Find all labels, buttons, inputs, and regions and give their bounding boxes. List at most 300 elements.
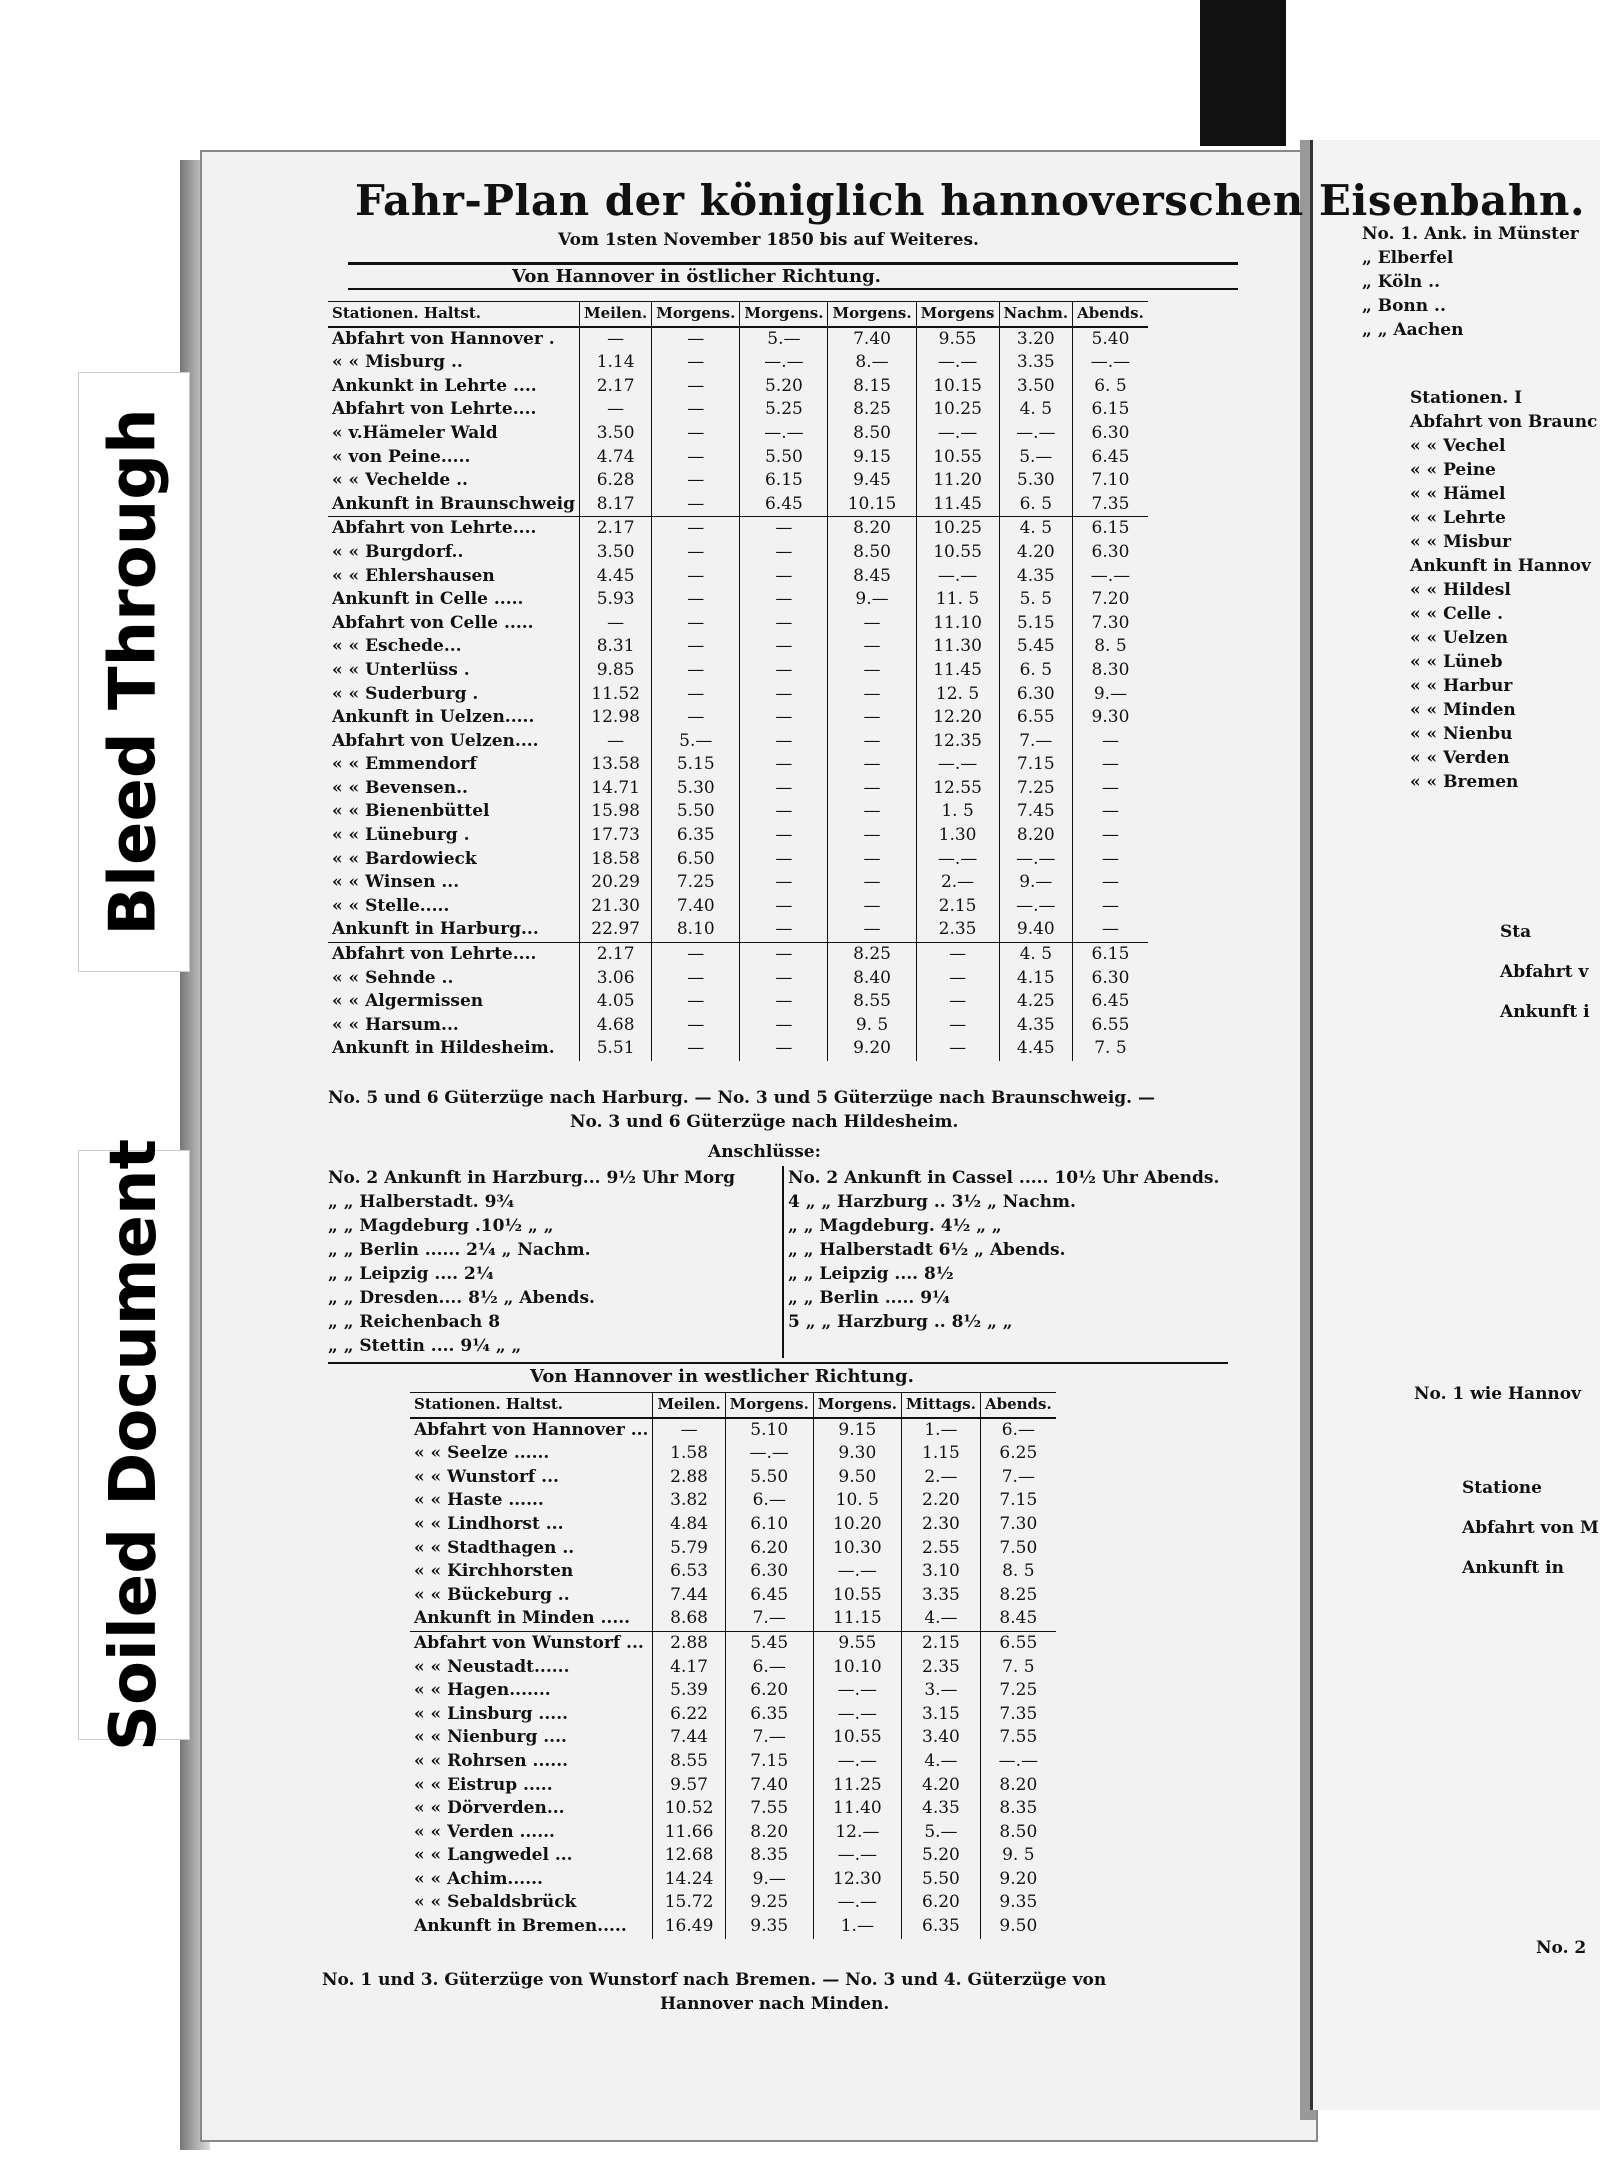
table-cell: 11.45 xyxy=(916,493,999,517)
table-cell: 5.50 xyxy=(652,800,740,824)
table-cell: 6. 5 xyxy=(1073,375,1148,399)
table-cell: 16.49 xyxy=(653,1915,725,1939)
connection-line: „ „ Reichenbach 8 xyxy=(328,1312,501,1332)
table-cell: 2.30 xyxy=(901,1513,980,1537)
connection-line: „ „ Stettin .... 9¼ „ „ xyxy=(328,1336,522,1356)
right-page-line: « « Minden xyxy=(1410,700,1516,720)
table-cell: 20.29 xyxy=(580,871,652,895)
table-cell: 7.44 xyxy=(653,1726,725,1750)
table-cell: 2.88 xyxy=(653,1631,725,1655)
table-row xyxy=(410,1418,1056,1443)
soiled-document-label xyxy=(78,1138,190,1752)
table-cell: 2.17 xyxy=(580,517,652,541)
right-page-line: « « Verden xyxy=(1410,748,1510,768)
station-name: « « Seelze ...... xyxy=(414,1443,550,1464)
table-cell: 5.— xyxy=(652,730,740,754)
table-cell: — xyxy=(828,824,916,848)
table-cell: — xyxy=(652,706,740,730)
table-row xyxy=(328,943,1148,967)
table-cell: 6.55 xyxy=(1073,1014,1148,1038)
right-page-line: Abfahrt v xyxy=(1500,962,1589,982)
table-cell: 3.50 xyxy=(580,541,652,565)
table-cell: —.— xyxy=(916,351,999,375)
table-cell: 11.30 xyxy=(916,635,999,659)
table-cell: 6.35 xyxy=(725,1703,813,1727)
title-rule xyxy=(348,262,1238,265)
table-cell: 9.15 xyxy=(813,1418,901,1443)
table-cell: 2.— xyxy=(901,1466,980,1490)
table-cell: — xyxy=(652,493,740,517)
table-cell: 6.20 xyxy=(901,1891,980,1915)
table-cell: 7.15 xyxy=(980,1489,1055,1513)
connections-left xyxy=(328,1166,735,1358)
table-cell: 9.— xyxy=(828,588,916,612)
right-page-line: „ Köln .. xyxy=(1362,272,1441,292)
table-cell: — xyxy=(740,517,828,541)
right-page-block-1 xyxy=(1410,386,1597,794)
table-cell: 7.55 xyxy=(725,1797,813,1821)
table-row xyxy=(410,1868,1056,1892)
table-cell: — xyxy=(828,635,916,659)
table-cell: 4. 5 xyxy=(999,943,1073,967)
table-row xyxy=(328,398,1148,422)
east-column-header: Morgens xyxy=(916,302,999,327)
table-cell: 5.— xyxy=(999,446,1073,470)
table-cell: 8.50 xyxy=(828,422,916,446)
west-timetable xyxy=(410,1392,1056,1939)
table-cell: 7.55 xyxy=(980,1726,1055,1750)
table-cell: 5.20 xyxy=(740,375,828,399)
table-cell: 8.20 xyxy=(999,824,1073,848)
table-cell: 4.35 xyxy=(999,1014,1073,1038)
table-cell: 8.20 xyxy=(725,1821,813,1845)
table-cell: — xyxy=(740,895,828,919)
table-cell: — xyxy=(1073,777,1148,801)
right-page-line: « « Vechel xyxy=(1410,436,1506,456)
table-cell: — xyxy=(828,800,916,824)
station-name: « « Stadthagen .. xyxy=(414,1537,575,1558)
table-cell: 7. 5 xyxy=(1073,1037,1148,1061)
table-cell: 9.55 xyxy=(813,1631,901,1655)
table-cell: — xyxy=(916,990,999,1014)
station-name: « « Bevensen.. xyxy=(332,777,468,798)
table-cell: 9.50 xyxy=(980,1915,1055,1939)
table-cell: 4.68 xyxy=(580,1014,652,1038)
table-cell: — xyxy=(740,1014,828,1038)
table-cell: 12.20 xyxy=(916,706,999,730)
right-page-line: « « Peine xyxy=(1410,460,1496,480)
table-cell: 14.24 xyxy=(653,1868,725,1892)
table-cell: 8.31 xyxy=(580,635,652,659)
connection-line: „ „ Leipzig .... 2¼ xyxy=(328,1264,494,1284)
west-column-header: Morgens. xyxy=(725,1393,813,1418)
table-cell: — xyxy=(740,967,828,991)
table-cell: —.— xyxy=(725,1442,813,1466)
west-header-row xyxy=(410,1393,1056,1418)
table-cell: — xyxy=(652,612,740,636)
table-cell: 8.68 xyxy=(653,1607,725,1631)
table-cell: 8.40 xyxy=(828,967,916,991)
station-name: Ankunft in Minden ..... xyxy=(414,1608,631,1629)
table-cell: — xyxy=(740,871,828,895)
table-cell: — xyxy=(828,777,916,801)
table-row xyxy=(410,1489,1056,1513)
table-cell: 2.35 xyxy=(901,1656,980,1680)
table-cell: 9.35 xyxy=(725,1915,813,1939)
table-cell: — xyxy=(652,351,740,375)
connection-line: No. 2 Ankunft in Cassel ..... 10½ Uhr Abends. xyxy=(788,1168,1220,1188)
table-cell: 4.45 xyxy=(999,1037,1073,1061)
table-row xyxy=(328,469,1148,493)
table-cell: 6.30 xyxy=(1073,967,1148,991)
table-row xyxy=(328,351,1148,375)
table-cell: —.— xyxy=(1073,565,1148,589)
table-cell: 8.55 xyxy=(653,1750,725,1774)
east-column-header: Abends. xyxy=(1073,302,1148,327)
table-cell: 3.15 xyxy=(901,1703,980,1727)
table-cell: 7.50 xyxy=(980,1537,1055,1561)
table-cell: 5.50 xyxy=(740,446,828,470)
table-cell: — xyxy=(740,659,828,683)
table-cell: 3.40 xyxy=(901,1726,980,1750)
table-cell: 4.15 xyxy=(999,967,1073,991)
table-cell: —.— xyxy=(916,422,999,446)
table-cell: 11.45 xyxy=(916,659,999,683)
bleed-through-label xyxy=(78,372,190,972)
station-name: « « Algermissen xyxy=(332,991,484,1012)
table-cell: —.— xyxy=(813,1891,901,1915)
table-cell: 3.20 xyxy=(999,327,1073,352)
table-cell: 9.55 xyxy=(916,327,999,352)
table-cell: — xyxy=(652,635,740,659)
table-cell: —.— xyxy=(999,848,1073,872)
table-row xyxy=(410,1537,1056,1561)
table-cell: 6.28 xyxy=(580,469,652,493)
table-cell: 6. 5 xyxy=(999,493,1073,517)
table-cell: — xyxy=(652,375,740,399)
table-cell: — xyxy=(1073,871,1148,895)
table-cell: 7.30 xyxy=(1073,612,1148,636)
right-page-line: „ „ Aachen xyxy=(1362,320,1464,340)
title-rule-2 xyxy=(348,288,1238,290)
connection-line: „ „ Leipzig .... 8½ xyxy=(788,1264,954,1284)
table-cell: — xyxy=(740,918,828,942)
table-cell: 6.55 xyxy=(980,1631,1055,1655)
table-row xyxy=(328,848,1148,872)
table-row xyxy=(328,777,1148,801)
table-cell: 4.— xyxy=(901,1750,980,1774)
right-page-line: « « Harbur xyxy=(1410,676,1513,696)
table-row xyxy=(328,990,1148,1014)
table-cell: — xyxy=(740,943,828,967)
table-cell: — xyxy=(740,683,828,707)
table-cell: 5.15 xyxy=(999,612,1073,636)
station-name: Abfahrt von Lehrte.... xyxy=(332,399,537,420)
table-cell: —.— xyxy=(813,1750,901,1774)
table-cell: —.— xyxy=(916,753,999,777)
table-cell: 8.20 xyxy=(828,517,916,541)
table-cell: 1.14 xyxy=(580,351,652,375)
table-cell: 12.30 xyxy=(813,1868,901,1892)
right-page-line: „ Bonn .. xyxy=(1362,296,1446,316)
table-cell: — xyxy=(916,943,999,967)
connection-line: „ „ Dresden.... 8½ „ Abends. xyxy=(328,1288,595,1308)
table-cell: 7.— xyxy=(999,730,1073,754)
table-cell: 8.35 xyxy=(980,1797,1055,1821)
table-cell: 1.15 xyxy=(901,1442,980,1466)
east-column-header: Stationen. Haltst. xyxy=(328,302,580,327)
table-cell: — xyxy=(740,588,828,612)
table-cell: 8.20 xyxy=(980,1774,1055,1798)
table-cell: 3.35 xyxy=(999,351,1073,375)
table-row xyxy=(328,871,1148,895)
table-cell: — xyxy=(828,730,916,754)
station-name: Abfahrt von Lehrte.... xyxy=(328,517,580,541)
table-cell: 6.15 xyxy=(1073,517,1148,541)
table-cell: — xyxy=(1073,848,1148,872)
table-cell: 6.15 xyxy=(740,469,828,493)
table-row xyxy=(328,446,1148,470)
table-cell: — xyxy=(652,517,740,541)
table-cell: — xyxy=(740,565,828,589)
table-cell: 4. 5 xyxy=(999,517,1073,541)
table-cell: 8.25 xyxy=(828,398,916,422)
connection-line: „ „ Berlin ..... 9¼ xyxy=(788,1288,950,1308)
station-name: « « Nienburg .... xyxy=(414,1727,567,1748)
table-row xyxy=(328,517,1148,541)
table-cell: — xyxy=(652,659,740,683)
table-cell: 8.50 xyxy=(828,541,916,565)
table-row xyxy=(328,895,1148,919)
table-cell: 15.98 xyxy=(580,800,652,824)
table-cell: —.— xyxy=(813,1703,901,1727)
table-cell: — xyxy=(916,1014,999,1038)
table-row xyxy=(328,612,1148,636)
table-cell: — xyxy=(1073,824,1148,848)
table-cell: 3.50 xyxy=(580,422,652,446)
west-column-header: Stationen. Haltst. xyxy=(410,1393,653,1418)
table-cell: —.— xyxy=(999,895,1073,919)
connection-line: „ „ Berlin ...... 2¼ „ Nachm. xyxy=(328,1240,591,1260)
east-heading: Von Hannover in östlicher Richtung. xyxy=(512,266,881,287)
table-cell: 6.50 xyxy=(652,848,740,872)
west-note-1: No. 1 und 3. Güterzüge von Wunstorf nach Bremen. — No. 3 und 4. Güterzüge von xyxy=(322,1970,1107,1990)
station-name: « « Winsen ... xyxy=(332,872,460,893)
right-page-line: Sta xyxy=(1500,922,1532,942)
table-cell: — xyxy=(652,398,740,422)
table-cell: 9.15 xyxy=(828,446,916,470)
table-cell: 10.55 xyxy=(813,1726,901,1750)
table-row xyxy=(410,1442,1056,1466)
right-page-line: Stationen. I xyxy=(1410,388,1523,408)
table-cell: 8.45 xyxy=(980,1607,1055,1631)
table-cell: — xyxy=(828,871,916,895)
table-row xyxy=(328,683,1148,707)
right-page-line: « « Misbur xyxy=(1410,532,1512,552)
table-row xyxy=(328,918,1148,942)
table-cell: 4.20 xyxy=(901,1774,980,1798)
table-cell: —.— xyxy=(1073,351,1148,375)
connection-line: „ „ Magdeburg. 4½ „ „ xyxy=(788,1216,1002,1236)
table-cell: — xyxy=(740,635,828,659)
table-cell: 8.25 xyxy=(980,1584,1055,1608)
table-cell: 9.57 xyxy=(653,1774,725,1798)
connections-heading: Anschlüsse: xyxy=(708,1142,821,1162)
station-name: « « Achim...... xyxy=(414,1868,543,1889)
station-name: « « Emmendorf xyxy=(332,754,477,775)
table-cell: 5.39 xyxy=(653,1679,725,1703)
table-cell: 9. 5 xyxy=(980,1844,1055,1868)
table-cell: — xyxy=(828,612,916,636)
station-name: « « Bienenbüttel xyxy=(332,801,490,822)
table-cell: 4.84 xyxy=(653,1513,725,1537)
table-cell: 7.15 xyxy=(725,1750,813,1774)
table-row xyxy=(328,706,1148,730)
station-name: « « Hagen....... xyxy=(414,1680,551,1701)
station-name: « « Harsum... xyxy=(332,1014,459,1035)
table-cell: — xyxy=(828,895,916,919)
table-row xyxy=(328,1037,1148,1061)
table-cell: 9.30 xyxy=(1073,706,1148,730)
table-cell: 12. 5 xyxy=(916,683,999,707)
table-cell: 5.50 xyxy=(901,1868,980,1892)
table-cell: 6.45 xyxy=(725,1584,813,1608)
table-cell: — xyxy=(652,1037,740,1061)
table-cell: 8.50 xyxy=(980,1821,1055,1845)
station-name: « « Linsburg ..... xyxy=(414,1703,569,1724)
table-cell: 10.55 xyxy=(813,1584,901,1608)
table-cell: 6.30 xyxy=(1073,541,1148,565)
table-cell: 6.— xyxy=(725,1489,813,1513)
table-cell: 3.82 xyxy=(653,1489,725,1513)
table-cell: 9.45 xyxy=(828,469,916,493)
table-cell: 8.35 xyxy=(725,1844,813,1868)
table-cell: 1.— xyxy=(813,1915,901,1939)
east-timetable xyxy=(328,301,1148,1061)
table-cell: 7.— xyxy=(725,1726,813,1750)
table-cell: 6.15 xyxy=(1073,398,1148,422)
station-name: Ankunkt in Lehrte .... xyxy=(332,375,537,396)
connections-rule xyxy=(328,1362,1228,1364)
west-heading: Von Hannover in westlicher Richtung. xyxy=(530,1366,914,1387)
table-cell: 1.30 xyxy=(916,824,999,848)
right-page-line: Ankunft i xyxy=(1500,1002,1590,1022)
station-name: Abfahrt von Celle ..... xyxy=(332,612,534,633)
table-cell: 4. 5 xyxy=(999,398,1073,422)
table-cell: 4.45 xyxy=(580,565,652,589)
connections-right xyxy=(788,1166,1219,1358)
table-cell: —.— xyxy=(740,351,828,375)
table-cell: 6.25 xyxy=(980,1442,1055,1466)
table-cell: 7.40 xyxy=(652,895,740,919)
table-cell: — xyxy=(828,753,916,777)
station-name: Abfahrt von Hannover ... xyxy=(414,1419,649,1440)
table-cell: —.— xyxy=(916,848,999,872)
table-row xyxy=(328,422,1148,446)
binding-strip xyxy=(1200,0,1286,146)
table-cell: 5.20 xyxy=(901,1844,980,1868)
table-cell: 2.15 xyxy=(901,1631,980,1655)
right-page-line: Ankunft in xyxy=(1462,1558,1564,1578)
table-cell: 12.98 xyxy=(580,706,652,730)
table-row xyxy=(410,1679,1056,1703)
right-page-line: Statione xyxy=(1462,1478,1542,1498)
table-cell: — xyxy=(740,824,828,848)
table-cell: 10.25 xyxy=(916,517,999,541)
east-column-header: Morgens. xyxy=(828,302,916,327)
table-cell: 8.30 xyxy=(1073,659,1148,683)
table-cell: 11.40 xyxy=(813,1797,901,1821)
station-name: Abfahrt von Hannover . xyxy=(332,328,555,349)
station-name: « « Sebaldsbrück xyxy=(414,1892,577,1913)
table-cell: 14.71 xyxy=(580,777,652,801)
table-cell: 7.35 xyxy=(1073,493,1148,517)
table-cell: 6.— xyxy=(980,1418,1055,1443)
right-page-line: « « Celle . xyxy=(1410,604,1504,624)
page-subtitle: Vom 1sten November 1850 bis auf Weiteres. xyxy=(558,230,979,250)
table-cell: 5.45 xyxy=(999,635,1073,659)
west-column-header: Abends. xyxy=(980,1393,1055,1418)
station-name: « « Langwedel ... xyxy=(414,1845,573,1866)
table-cell: 5.— xyxy=(901,1821,980,1845)
table-cell: 6.20 xyxy=(725,1679,813,1703)
table-cell: 6.45 xyxy=(740,493,828,517)
table-cell: 6.30 xyxy=(999,683,1073,707)
connection-line: „ „ Magdeburg .10½ „ „ xyxy=(328,1216,554,1236)
table-cell: — xyxy=(652,683,740,707)
table-cell: —.— xyxy=(740,422,828,446)
table-cell: 2.15 xyxy=(916,895,999,919)
station-name: « « Dörverden... xyxy=(414,1798,565,1819)
table-cell: 10.20 xyxy=(813,1513,901,1537)
table-row xyxy=(410,1656,1056,1680)
table-row xyxy=(410,1726,1056,1750)
station-name: « « Lüneburg . xyxy=(332,825,470,846)
table-cell: 7.40 xyxy=(725,1774,813,1798)
table-row xyxy=(328,635,1148,659)
station-name: « « Verden ...... xyxy=(414,1821,555,1842)
table-cell: 5.50 xyxy=(725,1466,813,1490)
table-cell: 8.17 xyxy=(580,493,652,517)
table-cell: 7.10 xyxy=(1073,469,1148,493)
table-cell: 3.06 xyxy=(580,967,652,991)
table-cell: — xyxy=(580,612,652,636)
table-row xyxy=(410,1703,1056,1727)
station-name: « « Eschede... xyxy=(332,636,462,657)
table-row xyxy=(410,1513,1056,1537)
table-cell: 9.— xyxy=(1073,683,1148,707)
west-note-2: Hannover nach Minden. xyxy=(660,1994,890,2014)
right-page-line: « « Nienbu xyxy=(1410,724,1513,744)
station-name: « « Unterlüss . xyxy=(332,659,470,680)
connection-line: 4 „ „ Harzburg .. 3½ „ Nachm. xyxy=(788,1192,1076,1212)
table-cell: 12.— xyxy=(813,1821,901,1845)
table-cell: 6.15 xyxy=(1073,943,1148,967)
station-name: « « Stelle..... xyxy=(332,895,450,916)
table-cell: — xyxy=(580,730,652,754)
east-column-header: Morgens. xyxy=(652,302,740,327)
table-cell: 4.74 xyxy=(580,446,652,470)
table-cell: — xyxy=(740,777,828,801)
table-row xyxy=(410,1915,1056,1939)
table-cell: 5.93 xyxy=(580,588,652,612)
connections-divider xyxy=(782,1166,784,1358)
table-cell: 7.30 xyxy=(980,1513,1055,1537)
right-page-line: Abfahrt von M xyxy=(1462,1518,1599,1538)
table-cell: 7.25 xyxy=(652,871,740,895)
table-cell: 9.40 xyxy=(999,918,1073,942)
table-cell: 10.55 xyxy=(916,446,999,470)
